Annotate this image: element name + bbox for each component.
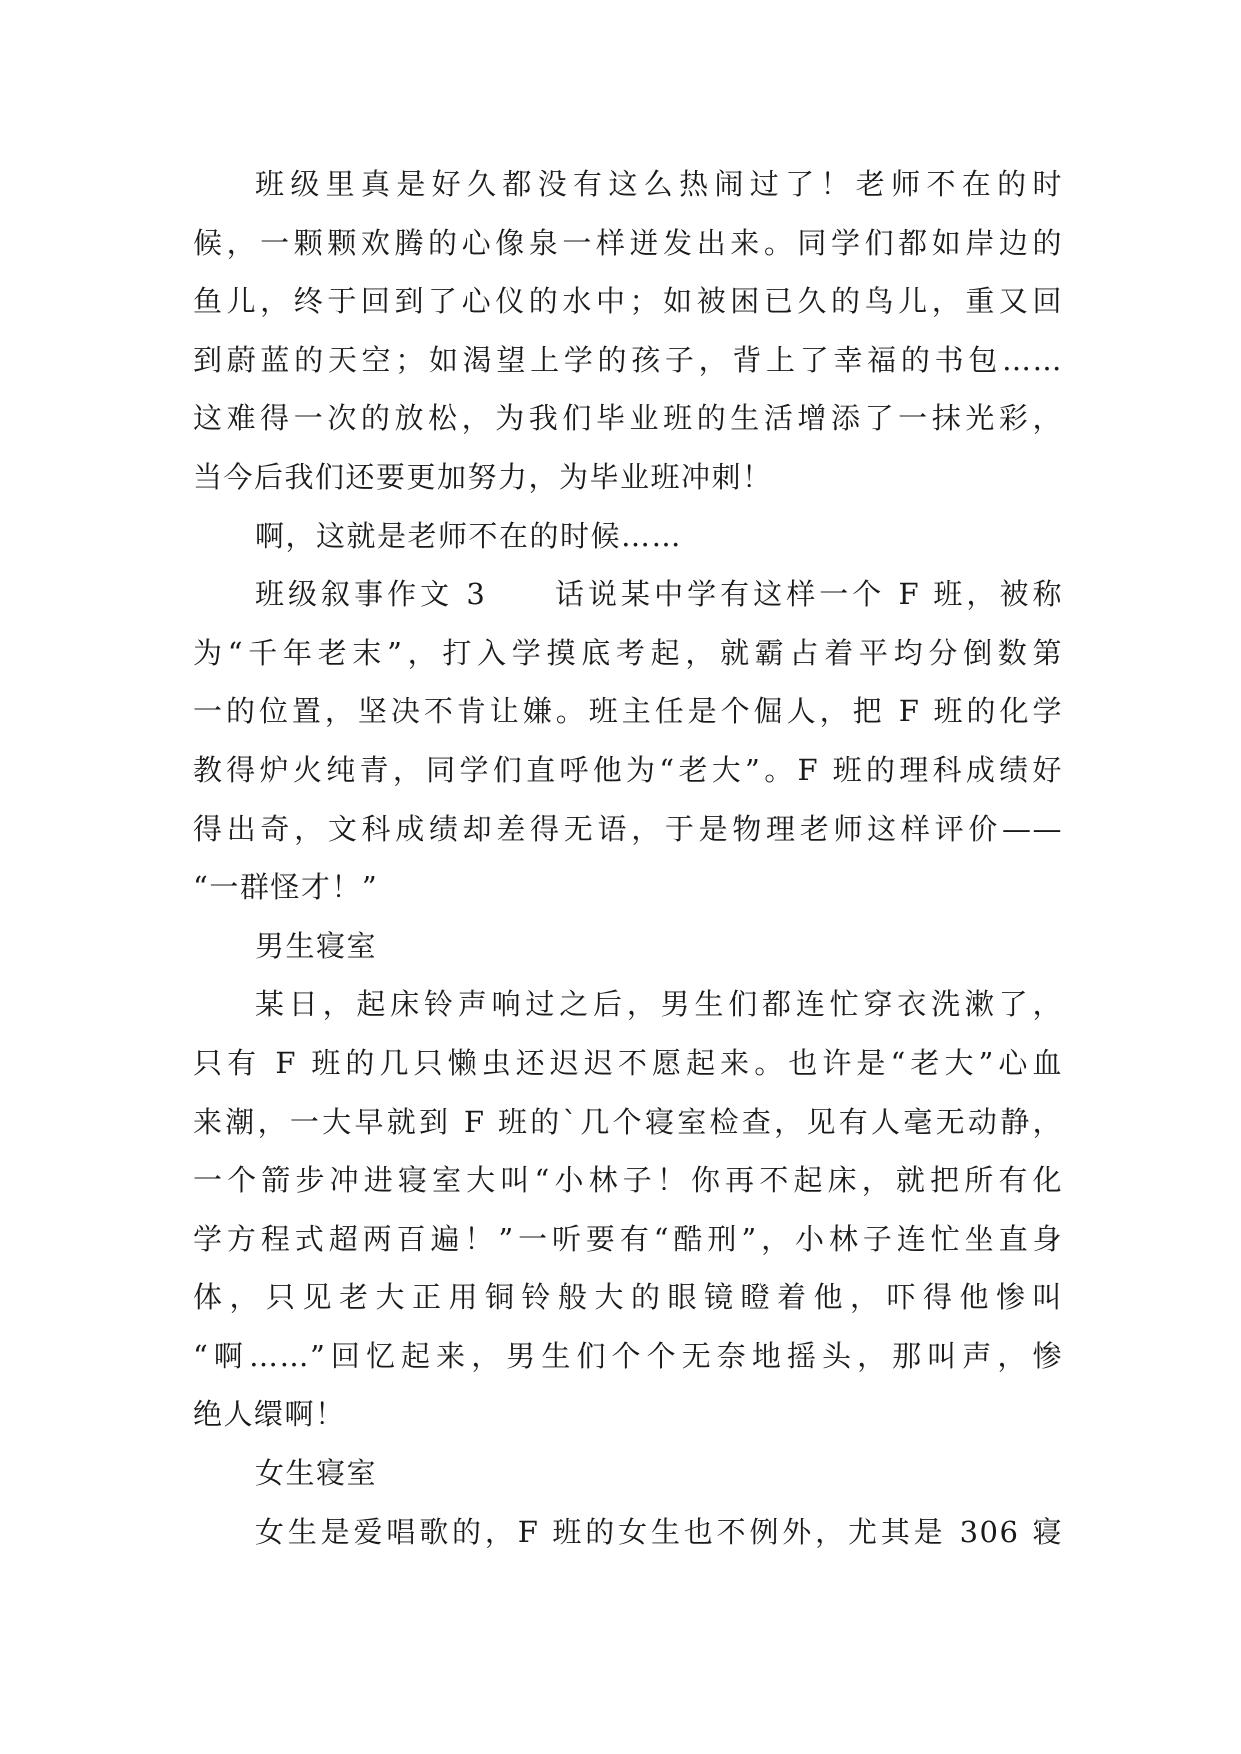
text-line: 到蔚蓝的天空；如渴望上学的孩子，背上了幸福的书包…… [193,342,1063,377]
text-line: 候，一颗颗欢腾的心像泉一样迸发出来。同学们都如岸边的 [193,225,1063,260]
text-line: 学方程式超两百遍！”一听要有“酷刑”，小林子连忙坐直身 [193,1221,1063,1256]
text-line: 绝人缳啊！ [193,1397,346,1432]
text-line: 得出奇，文科成绩却差得无语，于是物理老师这样评价—— [193,811,1063,846]
text-line: “一群怪才！” [193,870,379,905]
text-line: 体，只见老大正用铜铃般大的眼镜瞪着他，吓得他惨叫 [193,1280,1063,1315]
text-line: 一个箭步冲进寝室大叫“小林子！你再不起床，就把所有化 [193,1163,1063,1198]
text-line: 只有 F 班的几只懒虫还迟迟不愿起来。也许是“老大”心血 [193,1045,1063,1080]
text-line: 当今后我们还要更加努力，为毕业班冲刺！ [193,459,773,494]
text-line: 某日，起床铃声响过之后，男生们都连忙穿衣洗漱了， [255,987,1063,1022]
text-line: 来潮，一大早就到 F 班的`几个寝室检查，见有人毫无动静， [193,1104,1063,1139]
text-line: 为“千年老末”，打入学摸底考起，就霸占着平均分倒数第 [193,635,1063,670]
text-line: 教得炉火纯青，同学们直呼他为“老大”。F 班的理科成绩好 [193,752,1063,787]
text-line: 鱼儿，终于回到了心仪的水中；如被困已久的鸟儿，重又回 [193,284,1063,319]
text-line: 班级叙事作文 3 话说某中学有这样一个 F 班，被称 [255,577,1063,612]
text-line: 啊，这就是老师不在的时候…… [255,518,683,553]
text-line: 班级里真是好久都没有这么热闹过了！老师不在的时 [255,167,1063,201]
text-line: 女生是爱唱歌的，F 班的女生也不例外，尤其是 306 寝 [255,1514,1063,1549]
document-body [193,155,1063,1561]
section-heading: 女生寝室 [255,1456,378,1491]
text-line: 一的位置，坚决不肯让嫌。班主任是个倔人，把 F 班的化学 [193,694,1063,729]
text-line: “啊……”回忆起来，男生们个个无奈地摇头，那叫声，惨 [193,1338,1063,1373]
text-line: 这难得一次的放松，为我们毕业班的生活增添了一抹光彩， [193,401,1063,436]
section-heading: 男生寝室 [255,928,378,963]
